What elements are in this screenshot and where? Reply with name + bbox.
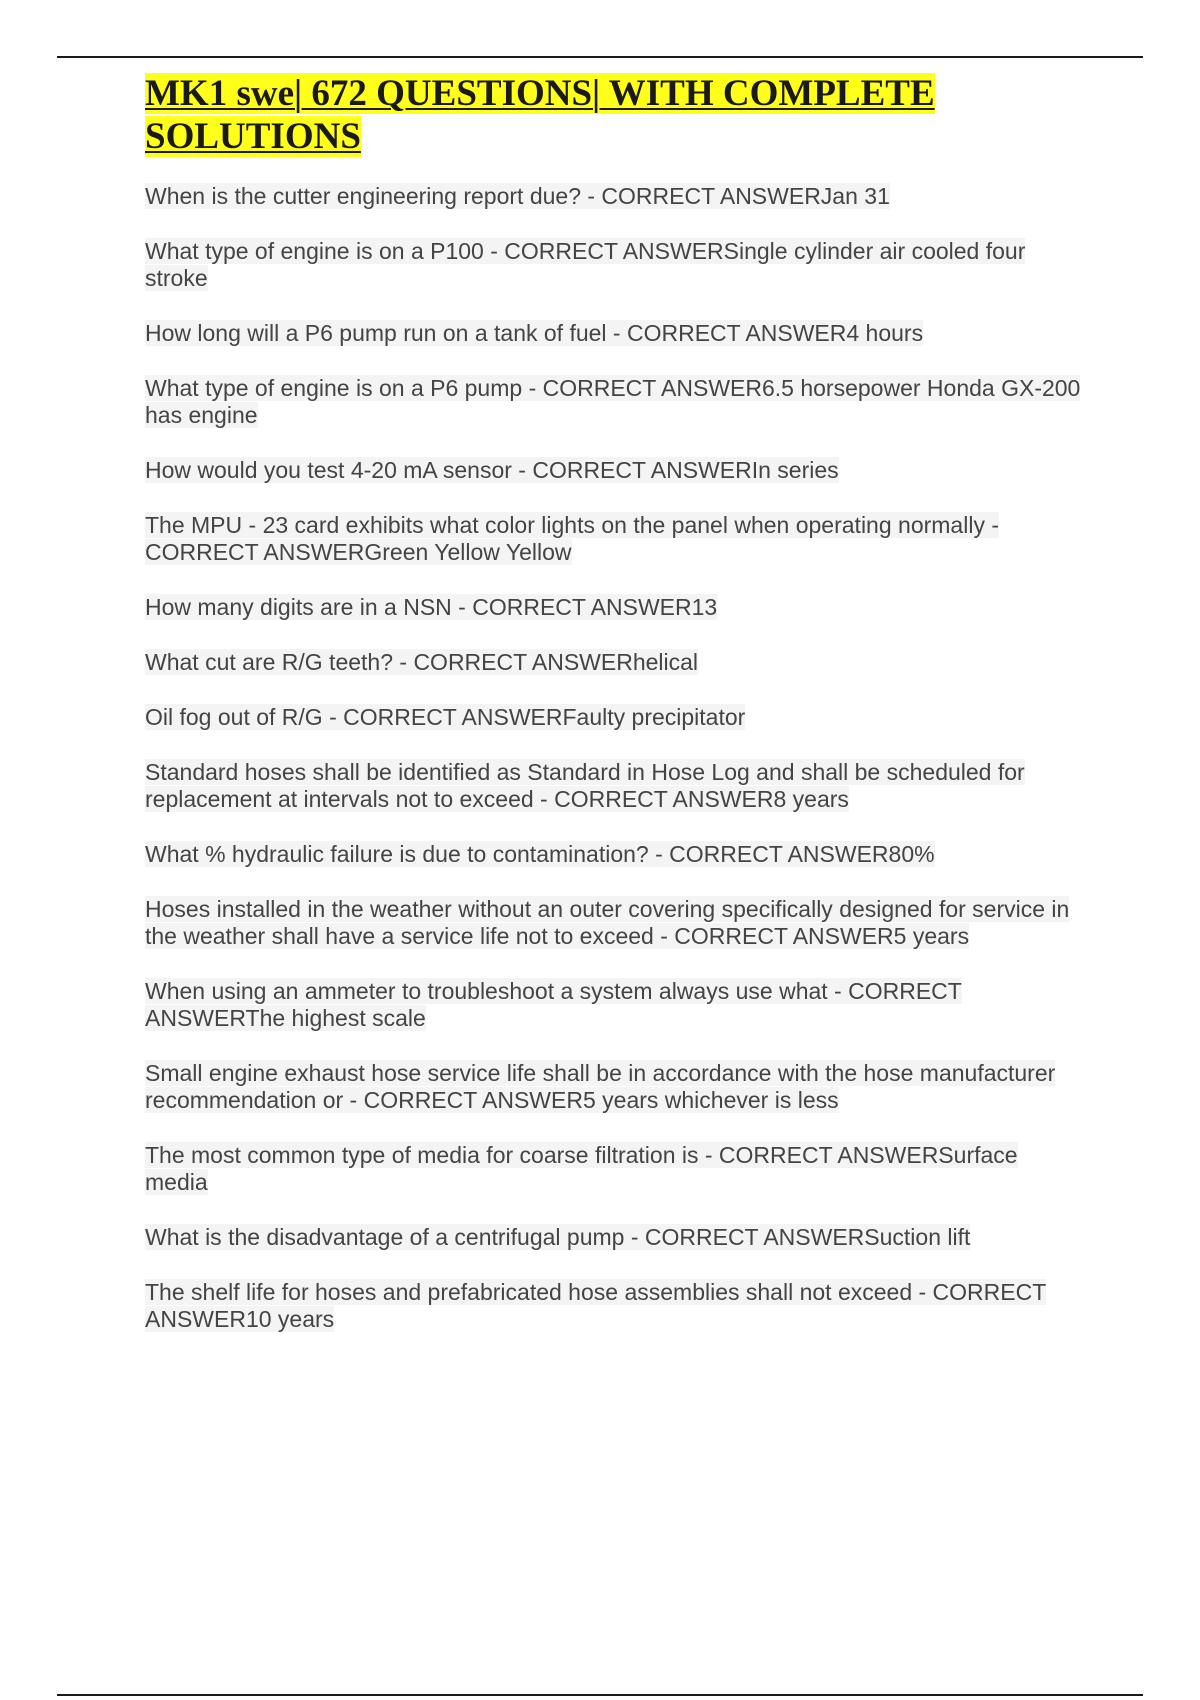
qa-item <box>145 896 1085 950</box>
qa-item <box>145 649 1085 676</box>
qa-item <box>145 512 1085 566</box>
qa-item <box>145 1060 1085 1114</box>
bottom-divider <box>57 1694 1143 1696</box>
qa-text: Oil fog out of R/G - CORRECT ANSWERFaulty precipitator <box>145 704 746 730</box>
document-title <box>145 72 1085 158</box>
qa-text: Hoses installed in the weather without an outer covering specifically designed for service in the weather shall have a service life not to exceed - CORRECT ANSWER5 years <box>145 896 1070 949</box>
qa-item <box>145 841 1085 868</box>
qa-list <box>145 183 1085 1333</box>
qa-text: The most common type of media for coarse filtration is - CORRECT ANSWERSurface media <box>145 1142 1018 1195</box>
qa-item <box>145 978 1085 1032</box>
document-title-text: MK1 swe| 672 QUESTIONS| WITH COMPLETE SOLUTIONS <box>145 73 935 157</box>
qa-text: What is the disadvantage of a centrifugal pump - CORRECT ANSWERSuction lift <box>145 1224 971 1250</box>
qa-text: What % hydraulic failure is due to contamination? - CORRECT ANSWER80% <box>145 841 935 867</box>
qa-text: The shelf life for hoses and prefabricated hose assemblies shall not exceed - CORRECT ANSWER10 years <box>145 1279 1047 1332</box>
qa-text: What type of engine is on a P6 pump - CORRECT ANSWER6.5 horsepower Honda GX-200 has engine <box>145 375 1081 428</box>
qa-text: Standard hoses shall be identified as Standard in Hose Log and shall be scheduled for replacement at intervals not to exceed - CORRECT ANSWER8 years <box>145 759 1025 812</box>
page-content <box>145 72 1085 1361</box>
qa-text: What type of engine is on a P100 - CORRECT ANSWERSingle cylinder air cooled four stroke <box>145 238 1026 291</box>
qa-text: Small engine exhaust hose service life shall be in accordance with the hose manufacturer recommendation or - CORRECT ANSWER5 years whichever is less <box>145 1060 1056 1113</box>
top-divider <box>57 56 1143 58</box>
qa-text: What cut are R/G teeth? - CORRECT ANSWERhelical <box>145 649 699 675</box>
qa-item <box>145 1279 1085 1333</box>
qa-item <box>145 375 1085 429</box>
qa-text: How many digits are in a NSN - CORRECT ANSWER13 <box>145 594 718 620</box>
qa-item <box>145 1142 1085 1196</box>
qa-item <box>145 1224 1085 1251</box>
qa-item <box>145 704 1085 731</box>
qa-text: When is the cutter engineering report due? - CORRECT ANSWERJan 31 <box>145 183 890 209</box>
qa-item <box>145 320 1085 347</box>
qa-item <box>145 457 1085 484</box>
qa-text: When using an ammeter to troubleshoot a system always use what - CORRECT ANSWERThe highest scale <box>145 978 962 1031</box>
qa-item <box>145 759 1085 813</box>
qa-item <box>145 594 1085 621</box>
qa-item <box>145 183 1085 210</box>
qa-text: How would you test 4-20 mA sensor - CORRECT ANSWERIn series <box>145 457 839 483</box>
qa-text: How long will a P6 pump run on a tank of fuel - CORRECT ANSWER4 hours <box>145 320 924 346</box>
qa-text: The MPU - 23 card exhibits what color lights on the panel when operating normally - CORRECT ANSWERGreen Yellow Yellow <box>145 512 999 565</box>
qa-item <box>145 238 1085 292</box>
